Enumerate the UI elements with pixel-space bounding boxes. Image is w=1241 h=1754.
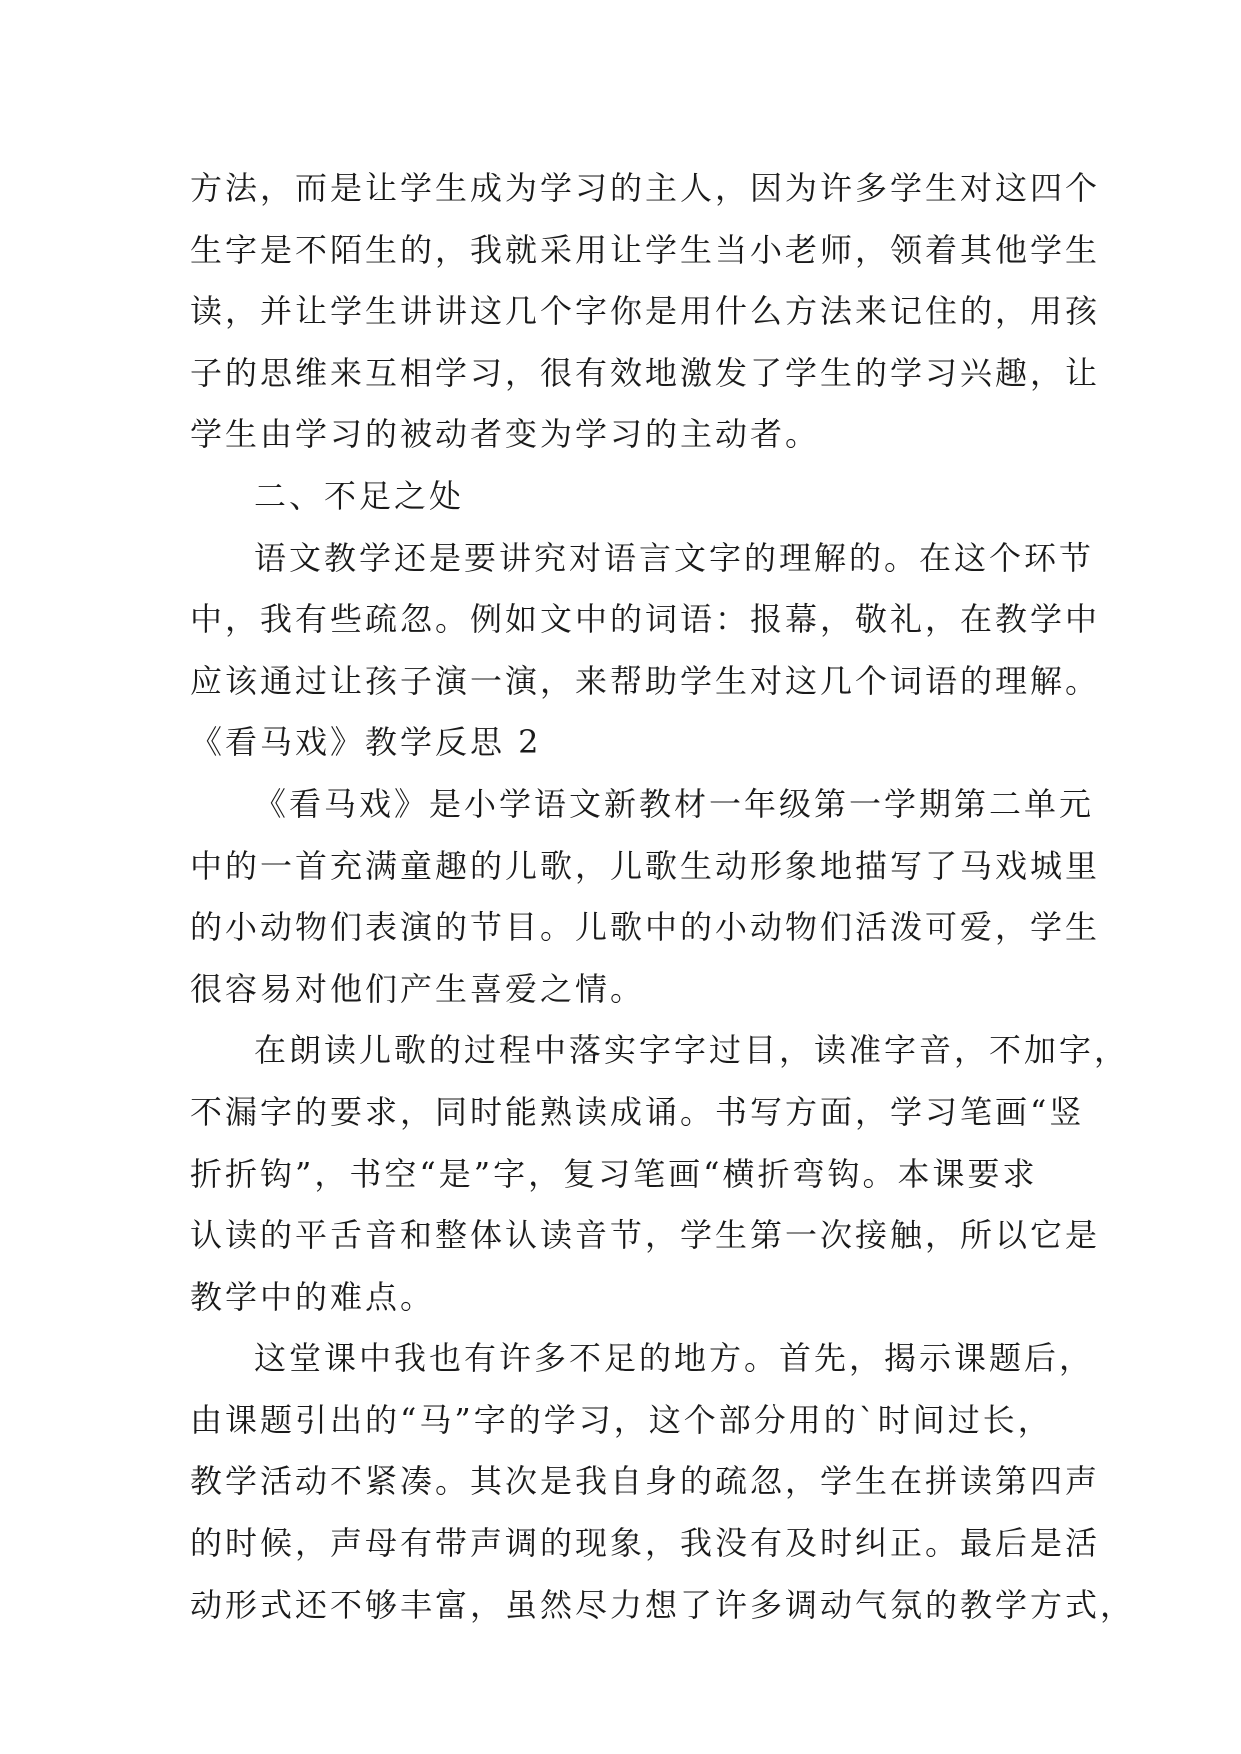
section-heading: 二、不足之处 <box>254 476 465 515</box>
text-line: 子的思维来互相学习，很有效地激发了学生的学习兴趣，让 <box>190 353 1101 392</box>
text-line: 很容易对他们产生喜爱之情。 <box>190 969 646 1008</box>
text-line: 生字是不陌生的，我就采用让学生当小老师，领着其他学生 <box>190 230 1101 269</box>
text-line: 折折钩”，书空“是”字，复习笔画“横折弯钩。本课要求 <box>190 1154 1038 1193</box>
document-body <box>190 158 1136 1636</box>
text-line: 学生由学习的被动者变为学习的主动者。 <box>190 415 821 454</box>
text-line: 在朗读儿歌的过程中落实字字过目，读准字音，不加字， <box>254 1031 1130 1070</box>
text-line: 中，我有些疏忽。例如文中的词语：报幕，敬礼，在教学中 <box>190 600 1101 639</box>
text-line: 动形式还不够丰富，虽然尽力想了许多调动气氛的教学方式， <box>190 1585 1136 1624</box>
text-line: 中的一首充满童趣的儿歌，儿歌生动形象地描写了马戏城里 <box>190 846 1101 885</box>
text-line: 方法，而是让学生成为学习的主人，因为许多学生对这四个 <box>190 169 1101 207</box>
text-line: 教学活动不紧凑。其次是我自身的疏忽，学生在拼读第四声 <box>190 1462 1101 1501</box>
text-line: 的小动物们表演的节目。儿歌中的小动物们活泼可爱，学生 <box>190 908 1101 947</box>
text-line: 由课题引出的“马”字的学习，这个部分用的`时间过长， <box>190 1400 1053 1439</box>
text-line: 不漏字的要求，同时能熟读成诵。书写方面，学习笔画“竖 <box>190 1092 1085 1131</box>
text-line: 教学中的难点。 <box>190 1277 436 1316</box>
text-line: 《看马戏》是小学语文新教材一年级第一学期第二单元 <box>254 784 1095 823</box>
text-line: 的时候，声母有带声调的现象，我没有及时纠正。最后是活 <box>190 1524 1101 1563</box>
text-line: 认读的平舌音和整体认读音节，学生第一次接触，所以它是 <box>190 1216 1101 1255</box>
text-line: 读，并让学生讲讲这几个字你是用什么方法来记住的，用孩 <box>190 292 1101 331</box>
text-line: 语文教学还是要讲究对语言文字的理解的。在这个环节 <box>254 538 1095 577</box>
article-title: 《看马戏》教学反思 2 <box>190 723 542 762</box>
text-line: 这堂课中我也有许多不足的地方。首先，揭示课题后， <box>254 1339 1095 1378</box>
text-line: 应该通过让孩子演一演，来帮助学生对这几个词语的理解。 <box>190 661 1101 700</box>
